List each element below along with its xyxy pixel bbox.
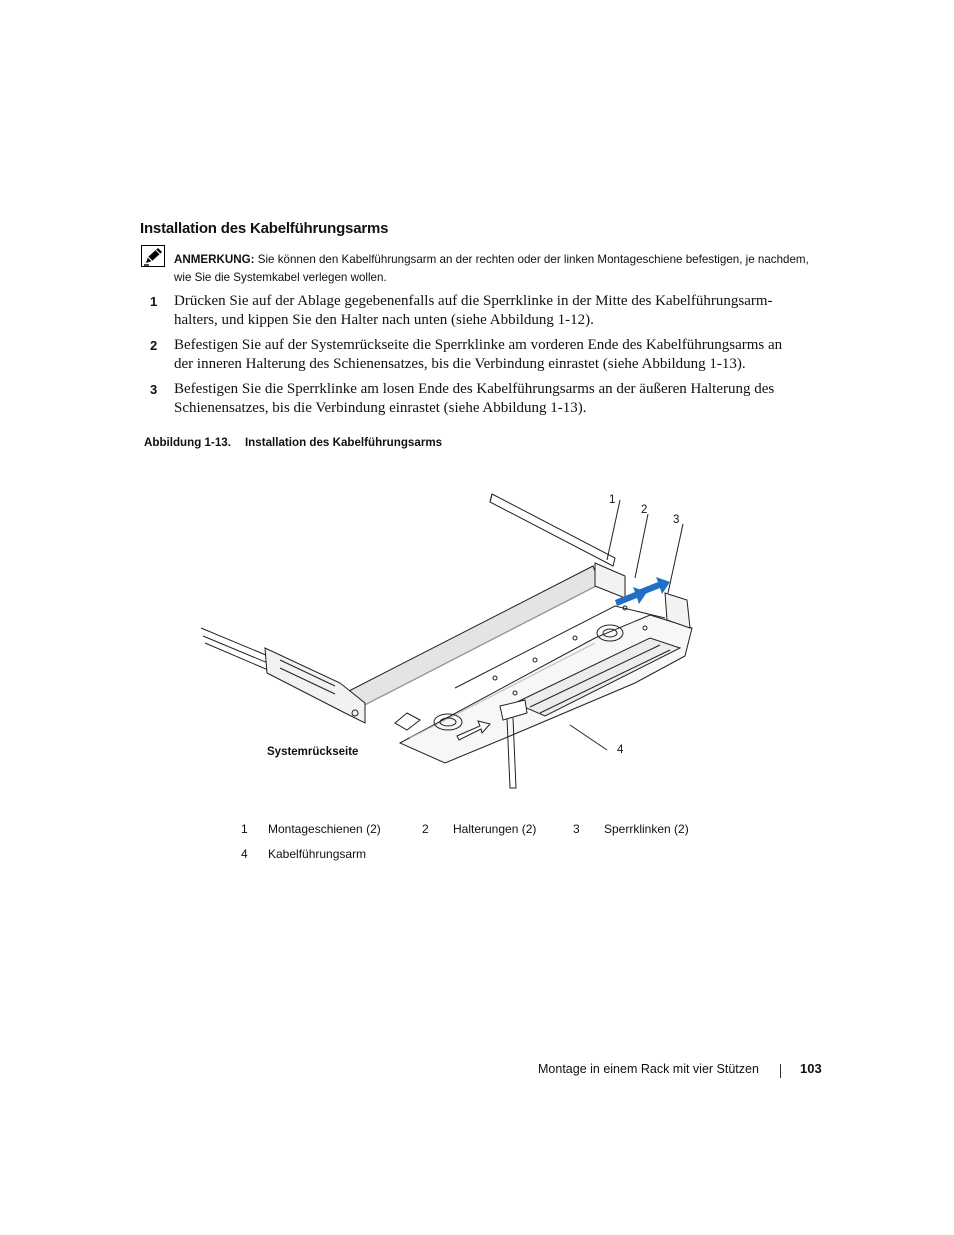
step-number: 2 bbox=[150, 338, 158, 353]
pencil-note-icon bbox=[141, 245, 165, 267]
legend-number: 1 bbox=[241, 822, 248, 836]
callout-4: 4 bbox=[617, 744, 624, 756]
system-back-label: Systemrückseite bbox=[267, 746, 359, 758]
legend-number: 2 bbox=[422, 822, 429, 836]
figure-caption-title: Installation des Kabelführungsarms bbox=[244, 436, 443, 449]
callout-2: 2 bbox=[641, 504, 648, 516]
step-text: Befestigen Sie auf der Systemrückseite die Sperrklinke am vorderen Ende des Kabelführungsarms an der inneren Halterung des Schienensatzes, bis die Verbindung einrastet (siehe Abbildung 1-13). bbox=[174, 337, 783, 372]
callout-1: 1 bbox=[609, 494, 616, 506]
step-text: Befestigen Sie die Sperrklinke am losen Ende des Kabelführungsarms an der äußeren Halterung des Schienensatzes, bis die Verbindung einrastet (siehe Abbildung 1-13). bbox=[174, 381, 775, 416]
figure-illustration bbox=[195, 488, 715, 798]
footer-divider bbox=[780, 1064, 781, 1078]
legend-number: 4 bbox=[241, 847, 248, 861]
legend-label: Halterungen (2) bbox=[453, 822, 537, 836]
legend-label: Kabelführungsarm bbox=[268, 847, 367, 861]
step-text: Drücken Sie auf der Ablage gegebenenfalls auf die Sperrklinke in der Mitte des Kabelführungsarm-halters, und kippen Sie den Halter nach unten (siehe Abbildung 1-12). bbox=[174, 293, 773, 328]
section-heading: Installation des Kabelführungsarms bbox=[140, 220, 389, 237]
figure-caption bbox=[144, 436, 442, 449]
legend-label: Sperrklinken (2) bbox=[604, 822, 689, 836]
note-box bbox=[174, 251, 814, 287]
step-number: 3 bbox=[150, 382, 158, 397]
step-number: 1 bbox=[150, 294, 158, 309]
note-label: ANMERKUNG: bbox=[174, 253, 255, 266]
callout-3: 3 bbox=[673, 514, 680, 526]
legend-number: 3 bbox=[573, 822, 580, 836]
page-number: 103 bbox=[800, 1061, 822, 1076]
note-text: Sie können den Kabelführungsarm an der rechten oder der linken Montageschiene befestigen, je nachdem, wie Sie die Systemkabel verlegen wollen. bbox=[174, 253, 809, 284]
footer-chapter: Montage in einem Rack mit vier Stützen bbox=[538, 1062, 759, 1076]
figure-caption-number: Abbildung 1-13. bbox=[144, 436, 231, 449]
legend-label: Montageschienen (2) bbox=[268, 822, 381, 836]
